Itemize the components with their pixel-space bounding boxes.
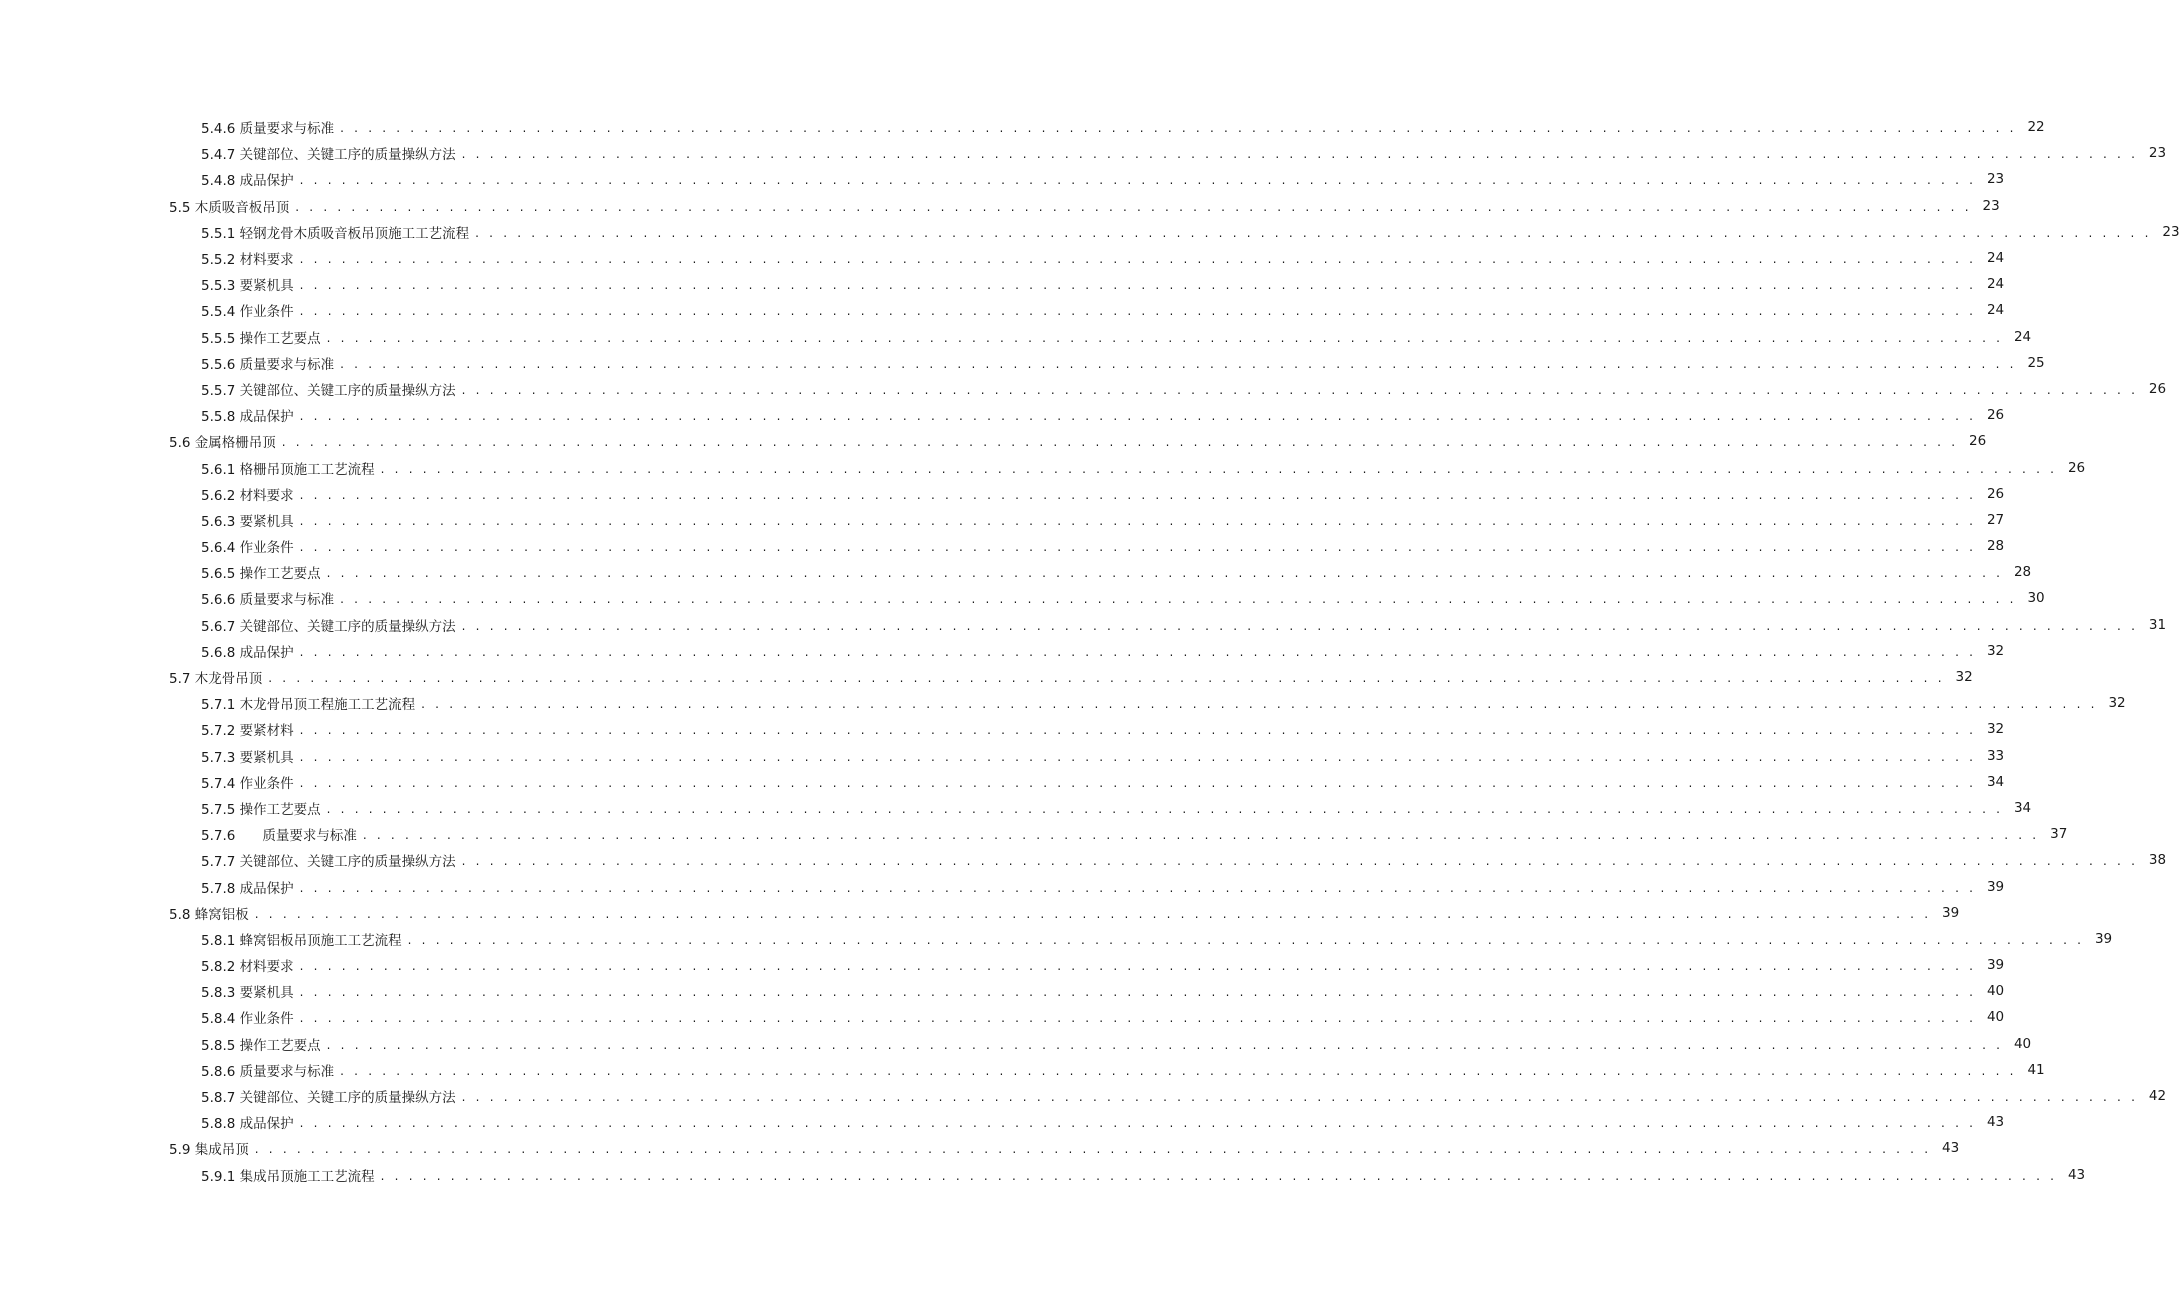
dot-leader: . . . . . . . . . . . . . . . . . . . . . . . . . . . . . . . . . . . . . . . . . . . . . . . . . . . . . . . . . . . . . . . . . . . . . . . . . . . . . . . . . . . . . . . . . . . . . . . . . . . . . . . . . . . . . . . . . . . . . . . . bbox=[340, 356, 2017, 371]
toc-entry-page-number: 27 bbox=[1986, 511, 2005, 528]
toc-entry-page-number: 24 bbox=[1986, 250, 2005, 267]
toc-entry-label: 5.7 木龙骨吊顶 bbox=[169, 671, 263, 688]
dot-leader: . . . . . . . . . . . . . . . . . . . . . . . . . . . . . . . . . . . . . . . . . . . . . . . . . . . . . . . . . . . . . . . . . . . . . . . . . . . . . . . . . . . . . . . . . . . . . . . . . . . . . . . . . . . . . . . . . . . . . . . . bbox=[340, 121, 2017, 136]
toc-entry[interactable] bbox=[0, 1162, 2086, 1188]
dot-leader: . . . . . . . . . . . . . . . . . . . . . . . . . . . . . . . . . . . . . . . . . . . . . . . . . . . . . . . . . . . . . . . . . . . . . . . . . . . . . . . . . . . . . . . . . . . . . . . . . . . . . . . . . . . . . . . . . . . . . . . . bbox=[299, 540, 1977, 555]
toc-entry-page-number: 39 bbox=[2094, 930, 2113, 947]
toc-entry-label: 5.8.5 操作工艺要点 bbox=[201, 1037, 321, 1054]
toc-entry-label: 5.4.8 成品保护 bbox=[201, 173, 294, 190]
toc-entry-label: 5.8.1 蜂窝铝板吊顶施工工艺流程 bbox=[201, 932, 402, 949]
toc-entry[interactable] bbox=[0, 533, 2005, 559]
toc-entry[interactable] bbox=[0, 324, 2032, 350]
toc-entry[interactable] bbox=[0, 978, 2005, 1004]
toc-entry-page-number: 28 bbox=[2013, 564, 2032, 581]
dot-leader: . . . . . . . . . . . . . . . . . . . . . . . . . . . . . . . . . . . . . . . . . . . . . . . . . . . . . . . . . . . . . . . . . . . . . . . . . . . . . . . . . . . . . . . . . . . . . . . . . . . . . . . . . . . . . . . . . . . . . . . . bbox=[299, 749, 1977, 764]
toc-entry-label: 5.9.1 集成吊顶施工工艺流程 bbox=[201, 1168, 375, 1185]
dot-leader: . . . . . . . . . . . . . . . . . . . . . . . . . . . . . . . . . . . . . . . . . . . . . . . . . . . . . . . . . . . . . . . . . . . . . . . . . . . . . . . . . . . . . . . . . . . . . . . . . . . . . . . . . . . . . . . . . . . . . . . . bbox=[299, 278, 1977, 293]
toc-entry-label: 5.5.8 成品保护 bbox=[201, 409, 294, 426]
toc-entry[interactable] bbox=[0, 402, 2005, 428]
table-of-contents bbox=[0, 114, 2180, 1188]
toc-entry-label: 5.4.6 质量要求与标准 bbox=[201, 121, 335, 138]
dot-leader: . . . . . . . . . . . . . . . . . . . . . . . . . . . . . . . . . . . . . . . . . . . . . . . . . . . . . . . . . . . . . . . . . . . . . . . . . . . . . . . . . . . . . . . . . . . . . . . . . . . . . . . . . . . . . . . . . . . . . . . . bbox=[407, 932, 2085, 947]
toc-entry[interactable] bbox=[0, 219, 2180, 245]
toc-entry-label: 5.5.3 要紧机具 bbox=[201, 278, 294, 295]
toc-entry[interactable] bbox=[0, 795, 2032, 821]
toc-entry[interactable] bbox=[0, 743, 2005, 769]
toc-entry-page-number: 28 bbox=[1986, 538, 2005, 555]
toc-entry-page-number: 26 bbox=[1986, 485, 2005, 502]
dot-leader: . . . . . . . . . . . . . . . . . . . . . . . . . . . . . . . . . . . . . . . . . . . . . . . . . . . . . . . . . . . . . . . . . . . . . . . . . . . . . . . . . . . . . . . . . . . . . . . . . . . . . . . . . . . . . . . . . . . . . . . . bbox=[299, 1011, 1977, 1026]
dot-leader: . . . . . . . . . . . . . . . . . . . . . . . . . . . . . . . . . . . . . . . . . . . . . . . . . . . . . . . . . . . . . . . . . . . . . . . . . . . . . . . . . . . . . . . . . . . . . . . . . . . . . . . . . . . . . . . . . . . . . . . . bbox=[340, 592, 2017, 607]
toc-entry-label: 5.5.4 作业条件 bbox=[201, 304, 294, 321]
toc-entry-label: 5.7.2 要紧材料 bbox=[201, 723, 294, 740]
toc-entry-page-number: 43 bbox=[1986, 1114, 2005, 1131]
toc-entry-page-number: 40 bbox=[1986, 1009, 2005, 1026]
toc-entry-page-number: 24 bbox=[1986, 302, 2005, 319]
toc-entry-page-number: 25 bbox=[2027, 354, 2045, 371]
toc-entry-label: 5.6 金属格栅吊顶 bbox=[169, 435, 276, 452]
toc-entry[interactable] bbox=[0, 769, 2005, 795]
toc-entry-label: 5.8.6 质量要求与标准 bbox=[201, 1063, 335, 1080]
toc-entry-page-number: 32 bbox=[2108, 695, 2126, 712]
toc-entry-label: 5.9 集成吊顶 bbox=[169, 1142, 249, 1159]
dot-leader: . . . . . . . . . . . . . . . . . . . . . . . . . . . . . . . . . . . . . . . . . . . . . . . . . . . . . . . . . . . . . . . . . . . . . . . . . . . . . . . . . . . . . . . . . . . . . . . . . . . . . . . . . . . . . . . . . . . . . . . . bbox=[268, 671, 1945, 686]
dot-leader: . . . . . . . . . . . . . . . . . . . . . . . . . . . . . . . . . . . . . . . . . . . . . . . . . . . . . . . . . . . . . . . . . . . . . . . . . . . . . . . . . . . . . . . . . . . . . . . . . . . . . . . . . . . . . . . . . . . . . . . . bbox=[299, 644, 1977, 659]
dot-leader: . . . . . . . . . . . . . . . . . . . . . . . . . . . . . . . . . . . . . . . . . . . . . . . . . . . . . . . . . . . . . . . . . . . . . . . . . . . . . . . . . . . . . . . . . . . . . . . . . . . . . . . . . . . . . . . . . . . . . . . . bbox=[461, 382, 2139, 397]
toc-entry[interactable] bbox=[0, 271, 2005, 297]
toc-entry-label: 5.5.2 材料要求 bbox=[201, 252, 294, 269]
toc-entry[interactable] bbox=[0, 1057, 2045, 1083]
toc-entry[interactable] bbox=[0, 690, 2126, 716]
toc-entry[interactable] bbox=[0, 140, 2167, 166]
dot-leader: . . . . . . . . . . . . . . . . . . . . . . . . . . . . . . . . . . . . . . . . . . . . . . . . . . . . . . . . . . . . . . . . . . . . . . . . . . . . . . . . . . . . . . . . . . . . . . . . . . . . . . . . . . . . . . . . . . . . . . . . bbox=[299, 409, 1977, 424]
toc-entry-page-number: 32 bbox=[1986, 721, 2005, 738]
dot-leader: . . . . . . . . . . . . . . . . . . . . . . . . . . . . . . . . . . . . . . . . . . . . . . . . . . . . . . . . . . . . . . . . . . . . . . . . . . . . . . . . . . . . . . . . . . . . . . . . . . . . . . . . . . . . . . . . . . . . . . . . bbox=[299, 173, 1977, 188]
dot-leader: . . . . . . . . . . . . . . . . . . . . . . . . . . . . . . . . . . . . . . . . . . . . . . . . . . . . . . . . . . . . . . . . . . . . . . . . . . . . . . . . . . . . . . . . . . . . . . . . . . . . . . . . . . . . . . . . . . . . . . . . bbox=[299, 304, 1977, 319]
dot-leader: . . . . . . . . . . . . . . . . . . . . . . . . . . . . . . . . . . . . . . . . . . . . . . . . . . . . . . . . . . . . . . . . . . . . . . . . . . . . . . . . . . . . . . . . . . . . . . . . . . . . . . . . . . . . . . . . . . . . . . . . bbox=[362, 828, 2040, 843]
toc-entry-label: 5.8.2 材料要求 bbox=[201, 959, 294, 976]
dot-leader: . . . . . . . . . . . . . . . . . . . . . . . . . . . . . . . . . . . . . . . . . . . . . . . . . . . . . . . . . . . . . . . . . . . . . . . . . . . . . . . . . . . . . . . . . . . . . . . . . . . . . . . . . . . . . . . . . . . . . . . . bbox=[254, 1142, 1932, 1157]
toc-entry-page-number: 38 bbox=[2148, 852, 2167, 869]
toc-entry-page-number: 33 bbox=[1986, 747, 2005, 764]
toc-entry-label: 5.6.1 格栅吊顶施工工艺流程 bbox=[201, 461, 375, 478]
toc-entry[interactable] bbox=[0, 926, 2113, 952]
toc-entry-page-number: 40 bbox=[1986, 983, 2005, 1000]
toc-entry[interactable] bbox=[0, 585, 2045, 611]
toc-entry[interactable] bbox=[0, 873, 2005, 899]
toc-entry-label: 5.8.8 成品保护 bbox=[201, 1116, 294, 1133]
toc-entry-label: 5.6.3 要紧机具 bbox=[201, 513, 294, 530]
toc-entry[interactable] bbox=[0, 847, 2167, 873]
toc-entry[interactable] bbox=[0, 612, 2167, 638]
toc-entry[interactable] bbox=[0, 166, 2005, 192]
toc-entry[interactable] bbox=[0, 1083, 2167, 1109]
toc-entry-page-number: 26 bbox=[2067, 459, 2086, 476]
toc-entry-page-number: 23 bbox=[2162, 223, 2180, 240]
toc-entry[interactable] bbox=[0, 716, 2005, 742]
dot-leader: . . . . . . . . . . . . . . . . . . . . . . . . . . . . . . . . . . . . . . . . . . . . . . . . . . . . . . . . . . . . . . . . . . . . . . . . . . . . . . . . . . . . . . . . . . . . . . . . . . . . . . . . . . . . . . . . . . . . . . . . bbox=[299, 959, 1977, 974]
toc-entry-page-number: 40 bbox=[2013, 1035, 2032, 1052]
toc-entry-label: 5.7.3 要紧机具 bbox=[201, 749, 294, 766]
toc-entry-label: 5.5.7 关键部位、关键工序的质量操纵方法 bbox=[201, 382, 456, 399]
toc-entry-label: 5.7.8 成品保护 bbox=[201, 880, 294, 897]
dot-leader: . . . . . . . . . . . . . . . . . . . . . . . . . . . . . . . . . . . . . . . . . . . . . . . . . . . . . . . . . . . . . . . . . . . . . . . . . . . . . . . . . . . . . . . . . . . . . . . . . . . . . . . . . . . . . . . . . . . . . . . . bbox=[461, 618, 2139, 633]
toc-entry-label: 5.4.7 关键部位、关键工序的质量操纵方法 bbox=[201, 147, 456, 164]
toc-entry[interactable] bbox=[0, 664, 1973, 690]
dot-leader: . . . . . . . . . . . . . . . . . . . . . . . . . . . . . . . . . . . . . . . . . . . . . . . . . . . . . . . . . . . . . . . . . . . . . . . . . . . . . . . . . . . . . . . . . . . . . . . . . . . . . . . . . . . . . . . . . . . . . . . . bbox=[299, 723, 1977, 738]
toc-entry[interactable] bbox=[0, 428, 1987, 454]
dot-leader: . . . . . . . . . . . . . . . . . . . . . . . . . . . . . . . . . . . . . . . . . . . . . . . . . . . . . . . . . . . . . . . . . . . . . . . . . . . . . . . . . . . . . . . . . . . . . . . . . . . . . . . . . . . . . . . . . . . . . . . . bbox=[299, 1116, 1977, 1131]
toc-entry-page-number: 43 bbox=[1942, 1140, 1960, 1157]
toc-entry[interactable] bbox=[0, 245, 2005, 271]
toc-entry-label: 5.5.5 操作工艺要点 bbox=[201, 330, 321, 347]
toc-entry[interactable] bbox=[0, 507, 2005, 533]
toc-entry[interactable] bbox=[0, 1135, 1960, 1161]
toc-entry[interactable] bbox=[0, 350, 2045, 376]
dot-leader: . . . . . . . . . . . . . . . . . . . . . . . . . . . . . . . . . . . . . . . . . . . . . . . . . . . . . . . . . . . . . . . . . . . . . . . . . . . . . . . . . . . . . . . . . . . . . . . . . . . . . . . . . . . . . . . . . . . . . . . . bbox=[475, 225, 2152, 240]
toc-entry-label: 5.8.3 要紧机具 bbox=[201, 985, 294, 1002]
toc-entry[interactable] bbox=[0, 193, 2000, 219]
toc-entry-page-number: 23 bbox=[2148, 145, 2167, 162]
dot-leader: . . . . . . . . . . . . . . . . . . . . . . . . . . . . . . . . . . . . . . . . . . . . . . . . . . . . . . . . . . . . . . . . . . . . . . . . . . . . . . . . . . . . . . . . . . . . . . . . . . . . . . . . . . . . . . . . . . . . . . . . bbox=[461, 147, 2139, 162]
toc-entry-label: 5.7.1 木龙骨吊顶工程施工工艺流程 bbox=[201, 697, 416, 714]
dot-leader: . . . . . . . . . . . . . . . . . . . . . . . . . . . . . . . . . . . . . . . . . . . . . . . . . . . . . . . . . . . . . . . . . . . . . . . . . . . . . . . . . . . . . . . . . . . . . . . . . . . . . . . . . . . . . . . . . . . . . . . . bbox=[461, 1090, 2139, 1105]
dot-leader: . . . . . . . . . . . . . . . . . . . . . . . . . . . . . . . . . . . . . . . . . . . . . . . . . . . . . . . . . . . . . . . . . . . . . . . . . . . . . . . . . . . . . . . . . . . . . . . . . . . . . . . . . . . . . . . . . . . . . . . . bbox=[340, 1063, 2017, 1078]
toc-entry-page-number: 42 bbox=[2148, 1088, 2167, 1105]
toc-entry-label: 5.7.6 质量要求与标准 bbox=[201, 828, 357, 845]
toc-entry-page-number: 24 bbox=[1986, 276, 2005, 293]
toc-entry[interactable] bbox=[0, 114, 2045, 140]
toc-entry[interactable] bbox=[0, 1109, 2005, 1135]
dot-leader: . . . . . . . . . . . . . . . . . . . . . . . . . . . . . . . . . . . . . . . . . . . . . . . . . . . . . . . . . . . . . . . . . . . . . . . . . . . . . . . . . . . . . . . . . . . . . . . . . . . . . . . . . . . . . . . . . . . . . . . . bbox=[299, 487, 1977, 502]
toc-entry-page-number: 43 bbox=[2067, 1166, 2086, 1183]
toc-entry-page-number: 37 bbox=[2050, 826, 2068, 843]
toc-entry[interactable] bbox=[0, 454, 2086, 480]
dot-leader: . . . . . . . . . . . . . . . . . . . . . . . . . . . . . . . . . . . . . . . . . . . . . . . . . . . . . . . . . . . . . . . . . . . . . . . . . . . . . . . . . . . . . . . . . . . . . . . . . . . . . . . . . . . . . . . . . . . . . . . . bbox=[326, 566, 2004, 581]
toc-entry-label: 5.6.5 操作工艺要点 bbox=[201, 566, 321, 583]
toc-entry-label: 5.6.7 关键部位、关键工序的质量操纵方法 bbox=[201, 618, 456, 635]
toc-entry-page-number: 31 bbox=[2148, 616, 2167, 633]
toc-entry[interactable] bbox=[0, 952, 2005, 978]
toc-entry-page-number: 26 bbox=[2148, 380, 2167, 397]
dot-leader: . . . . . . . . . . . . . . . . . . . . . . . . . . . . . . . . . . . . . . . . . . . . . . . . . . . . . . . . . . . . . . . . . . . . . . . . . . . . . . . . . . . . . . . . . . . . . . . . . . . . . . . . . . . . . . . . . . . . . . . . bbox=[254, 906, 1932, 921]
dot-leader: . . . . . . . . . . . . . . . . . . . . . . . . . . . . . . . . . . . . . . . . . . . . . . . . . . . . . . . . . . . . . . . . . . . . . . . . . . . . . . . . . . . . . . . . . . . . . . . . . . . . . . . . . . . . . . . . . . . . . . . . bbox=[421, 697, 2098, 712]
dot-leader: . . . . . . . . . . . . . . . . . . . . . . . . . . . . . . . . . . . . . . . . . . . . . . . . . . . . . . . . . . . . . . . . . . . . . . . . . . . . . . . . . . . . . . . . . . . . . . . . . . . . . . . . . . . . . . . . . . . . . . . . bbox=[380, 1168, 2058, 1183]
dot-leader: . . . . . . . . . . . . . . . . . . . . . . . . . . . . . . . . . . . . . . . . . . . . . . . . . . . . . . . . . . . . . . . . . . . . . . . . . . . . . . . . . . . . . . . . . . . . . . . . . . . . . . . . . . . . . . . . . . . . . . . . bbox=[299, 513, 1977, 528]
toc-entry[interactable] bbox=[0, 900, 1960, 926]
toc-entry-page-number: 26 bbox=[1986, 407, 2005, 424]
toc-entry-page-number: 39 bbox=[1986, 878, 2005, 895]
toc-entry[interactable] bbox=[0, 481, 2005, 507]
dot-leader: . . . . . . . . . . . . . . . . . . . . . . . . . . . . . . . . . . . . . . . . . . . . . . . . . . . . . . . . . . . . . . . . . . . . . . . . . . . . . . . . . . . . . . . . . . . . . . . . . . . . . . . . . . . . . . . . . . . . . . . . bbox=[299, 252, 1977, 267]
dot-leader: . . . . . . . . . . . . . . . . . . . . . . . . . . . . . . . . . . . . . . . . . . . . . . . . . . . . . . . . . . . . . . . . . . . . . . . . . . . . . . . . . . . . . . . . . . . . . . . . . . . . . . . . . . . . . . . . . . . . . . . . bbox=[299, 775, 1977, 790]
toc-entry-page-number: 23 bbox=[1982, 197, 2000, 214]
toc-entry-page-number: 22 bbox=[2027, 119, 2045, 136]
toc-entry-label: 5.8 蜂窝铝板 bbox=[169, 906, 249, 923]
toc-entry[interactable] bbox=[0, 638, 2005, 664]
toc-entry-label: 5.7.5 操作工艺要点 bbox=[201, 801, 321, 818]
toc-entry[interactable] bbox=[0, 559, 2032, 585]
toc-entry-page-number: 39 bbox=[1942, 904, 1960, 921]
dot-leader: . . . . . . . . . . . . . . . . . . . . . . . . . . . . . . . . . . . . . . . . . . . . . . . . . . . . . . . . . . . . . . . . . . . . . . . . . . . . . . . . . . . . . . . . . . . . . . . . . . . . . . . . . . . . . . . . . . . . . . . . bbox=[461, 854, 2139, 869]
toc-entry-page-number: 23 bbox=[1986, 171, 2005, 188]
dot-leader: . . . . . . . . . . . . . . . . . . . . . . . . . . . . . . . . . . . . . . . . . . . . . . . . . . . . . . . . . . . . . . . . . . . . . . . . . . . . . . . . . . . . . . . . . . . . . . . . . . . . . . . . . . . . . . . . . . . . . . . . bbox=[326, 330, 2004, 345]
toc-entry[interactable] bbox=[0, 821, 2068, 847]
toc-entry-label: 5.5 木质吸音板吊顶 bbox=[169, 199, 290, 216]
toc-entry-label: 5.8.7 关键部位、关键工序的质量操纵方法 bbox=[201, 1090, 456, 1107]
toc-entry-page-number: 26 bbox=[1969, 433, 1987, 450]
toc-entry[interactable] bbox=[0, 1004, 2005, 1030]
dot-leader: . . . . . . . . . . . . . . . . . . . . . . . . . . . . . . . . . . . . . . . . . . . . . . . . . . . . . . . . . . . . . . . . . . . . . . . . . . . . . . . . . . . . . . . . . . . . . . . . . . . . . . . . . . . . . . . . . . . . . . . . bbox=[380, 461, 2058, 476]
dot-leader: . . . . . . . . . . . . . . . . . . . . . . . . . . . . . . . . . . . . . . . . . . . . . . . . . . . . . . . . . . . . . . . . . . . . . . . . . . . . . . . . . . . . . . . . . . . . . . . . . . . . . . . . . . . . . . . . . . . . . . . . bbox=[295, 199, 1972, 214]
toc-entry-page-number: 32 bbox=[1955, 669, 1973, 686]
toc-entry-page-number: 34 bbox=[2013, 799, 2032, 816]
dot-leader: . . . . . . . . . . . . . . . . . . . . . . . . . . . . . . . . . . . . . . . . . . . . . . . . . . . . . . . . . . . . . . . . . . . . . . . . . . . . . . . . . . . . . . . . . . . . . . . . . . . . . . . . . . . . . . . . . . . . . . . . bbox=[299, 880, 1977, 895]
toc-entry-label: 5.5.1 轻钢龙骨木质吸音板吊顶施工工艺流程 bbox=[201, 225, 470, 242]
dot-leader: . . . . . . . . . . . . . . . . . . . . . . . . . . . . . . . . . . . . . . . . . . . . . . . . . . . . . . . . . . . . . . . . . . . . . . . . . . . . . . . . . . . . . . . . . . . . . . . . . . . . . . . . . . . . . . . . . . . . . . . . bbox=[281, 435, 1959, 450]
toc-entry-label: 5.6.6 质量要求与标准 bbox=[201, 592, 335, 609]
toc-entry-label: 5.8.4 作业条件 bbox=[201, 1011, 294, 1028]
toc-entry-label: 5.6.2 材料要求 bbox=[201, 487, 294, 504]
toc-entry-page-number: 30 bbox=[2027, 590, 2045, 607]
toc-entry[interactable] bbox=[0, 376, 2167, 402]
toc-entry-label: 5.7.7 关键部位、关键工序的质量操纵方法 bbox=[201, 854, 456, 871]
dot-leader: . . . . . . . . . . . . . . . . . . . . . . . . . . . . . . . . . . . . . . . . . . . . . . . . . . . . . . . . . . . . . . . . . . . . . . . . . . . . . . . . . . . . . . . . . . . . . . . . . . . . . . . . . . . . . . . . . . . . . . . . bbox=[326, 1037, 2004, 1052]
toc-entry-page-number: 39 bbox=[1986, 957, 2005, 974]
dot-leader: . . . . . . . . . . . . . . . . . . . . . . . . . . . . . . . . . . . . . . . . . . . . . . . . . . . . . . . . . . . . . . . . . . . . . . . . . . . . . . . . . . . . . . . . . . . . . . . . . . . . . . . . . . . . . . . . . . . . . . . . bbox=[299, 985, 1977, 1000]
toc-entry[interactable] bbox=[0, 297, 2005, 323]
toc-entry-page-number: 34 bbox=[1986, 773, 2005, 790]
toc-entry-label: 5.6.8 成品保护 bbox=[201, 644, 294, 661]
toc-entry-label: 5.7.4 作业条件 bbox=[201, 775, 294, 792]
dot-leader: . . . . . . . . . . . . . . . . . . . . . . . . . . . . . . . . . . . . . . . . . . . . . . . . . . . . . . . . . . . . . . . . . . . . . . . . . . . . . . . . . . . . . . . . . . . . . . . . . . . . . . . . . . . . . . . . . . . . . . . . bbox=[326, 801, 2004, 816]
toc-entry-label: 5.5.6 质量要求与标准 bbox=[201, 356, 335, 373]
toc-entry[interactable] bbox=[0, 1031, 2032, 1057]
toc-entry-page-number: 41 bbox=[2027, 1061, 2045, 1078]
toc-entry-page-number: 24 bbox=[2013, 328, 2032, 345]
toc-entry-page-number: 32 bbox=[1986, 642, 2005, 659]
toc-entry-label: 5.6.4 作业条件 bbox=[201, 540, 294, 557]
